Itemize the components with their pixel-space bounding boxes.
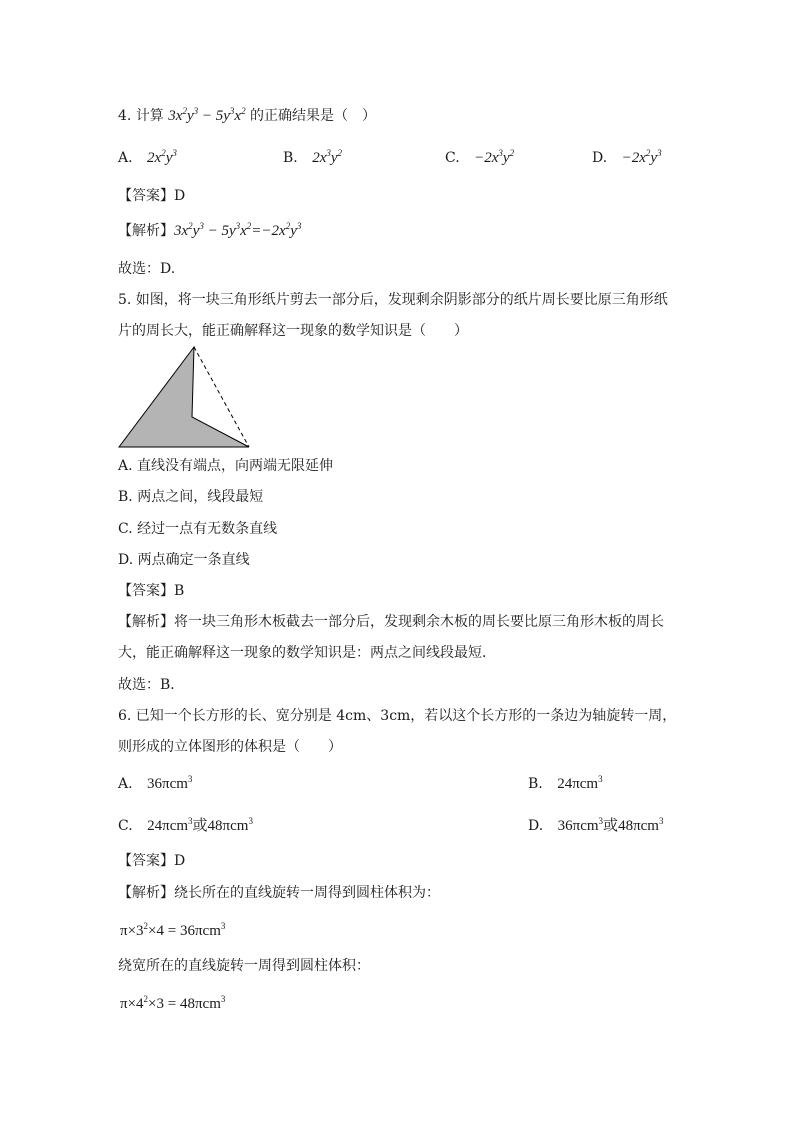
- q6-stem-line2: 则形成的立体图形的体积是（ ）: [118, 739, 342, 755]
- q4-analysis-expression: $3x^2y^3 - 5y^3x^2=-2x^2y^3$: [174, 221, 302, 239]
- q6-option-d[interactable]: [528, 817, 663, 835]
- q6-option-a-value: 36πcm$^3$: [147, 774, 193, 792]
- q4-conclusion: 故选：D.: [118, 261, 176, 277]
- q6-analysis-line2: 绕宽所在的直线旋转一周得到圆柱体积：: [118, 958, 370, 974]
- q6-option-c-label: C.: [118, 818, 133, 834]
- q4-stem-pre: 计算: [135, 108, 164, 124]
- q5-option-b[interactable]: B. 两点之间，线段最短: [118, 489, 264, 505]
- q6-option-b-value: 24πcm$^3$: [557, 774, 603, 792]
- q5-analysis-line2: 大，能正确解释这一现象的数学知识是：两点之间线段最短．: [118, 645, 496, 661]
- q5-answer: 【答案】B: [118, 583, 185, 599]
- q6-option-a-label: A.: [118, 776, 133, 792]
- q6-answer: 【答案】D: [118, 853, 186, 869]
- q4-option-d[interactable]: [592, 149, 662, 167]
- shaded-region: [119, 347, 249, 447]
- q4-option-a-value: $2x^2y^3$: [147, 148, 177, 166]
- q5-analysis-line1: 【解析】将一块三角形木板截去一部分后，发现剩余木板的周长要比原三角形木板的周长: [118, 614, 664, 630]
- q4-analysis-label: 【解析】: [118, 223, 174, 239]
- q4-stem: [118, 107, 376, 125]
- q4-number: 4.: [118, 108, 132, 124]
- q4-option-a[interactable]: [118, 149, 177, 167]
- q5-stem-line2: 片的周长大，能正确解释这一现象的数学知识是（ ）: [118, 323, 468, 339]
- q4-answer: 【答案】D: [118, 188, 186, 204]
- q4-option-b[interactable]: [283, 149, 342, 167]
- q5-option-a[interactable]: A. 直线没有端点，向两端无限延伸: [118, 458, 334, 474]
- q4-option-c-value: $-2x^3y^2$: [474, 148, 515, 166]
- q6-formula1: $\pi\times 3^2\times 4 = 36\pi cm^3$: [120, 921, 226, 939]
- q6-formula2: $\pi\times 4^2\times 3 = 48\pi cm^3$: [120, 994, 226, 1012]
- q6-option-d-label: D.: [528, 818, 544, 834]
- q6-option-d-value: 36πcm$^3$或48πcm$^3$: [557, 816, 664, 834]
- q6-option-a[interactable]: [118, 775, 192, 793]
- q6-analysis-line1: 【解析】绕长所在的直线旋转一周得到圆柱体积为：: [118, 885, 440, 901]
- q6-option-b-label: B.: [528, 776, 543, 792]
- q5-stem-line1: 5. 如图，将一块三角形纸片剪去一部分后，发现剩余阴影部分的纸片周长要比原三角形纸: [118, 292, 668, 308]
- q4-option-c-label: C.: [445, 150, 460, 166]
- q4-option-c[interactable]: [445, 149, 514, 167]
- q6-option-b[interactable]: [528, 775, 603, 793]
- q5-conclusion: 故选：B．: [118, 677, 185, 693]
- q5-option-c[interactable]: C. 经过一点有无数条直线: [118, 521, 278, 537]
- q4-option-b-value: $2x^3y^2$: [312, 148, 343, 166]
- q4-analysis: [118, 222, 301, 240]
- q6-stem-line1: 6. 已知一个长方形的长、宽分别是 4cm、3cm，若以这个长方形的一条边为轴旋转一周，: [118, 708, 677, 724]
- q6-option-c-value: 24πcm$^3$或48πcm$^3$: [147, 816, 253, 834]
- q4-stem-post: 的正确结果是（ ）: [250, 108, 377, 124]
- q4-expression: $3x^2y^3 - 5y^3x^2$: [168, 106, 246, 124]
- q6-option-c[interactable]: [118, 817, 253, 835]
- q4-option-b-label: B.: [283, 150, 298, 166]
- q4-option-a-label: A.: [118, 150, 133, 166]
- q5-option-d[interactable]: D. 两点确定一条直线: [118, 552, 250, 568]
- q4-option-d-label: D.: [592, 150, 608, 166]
- q5-triangle-figure: [118, 344, 254, 450]
- q4-option-d-value: $-2x^2y^3$: [621, 148, 662, 166]
